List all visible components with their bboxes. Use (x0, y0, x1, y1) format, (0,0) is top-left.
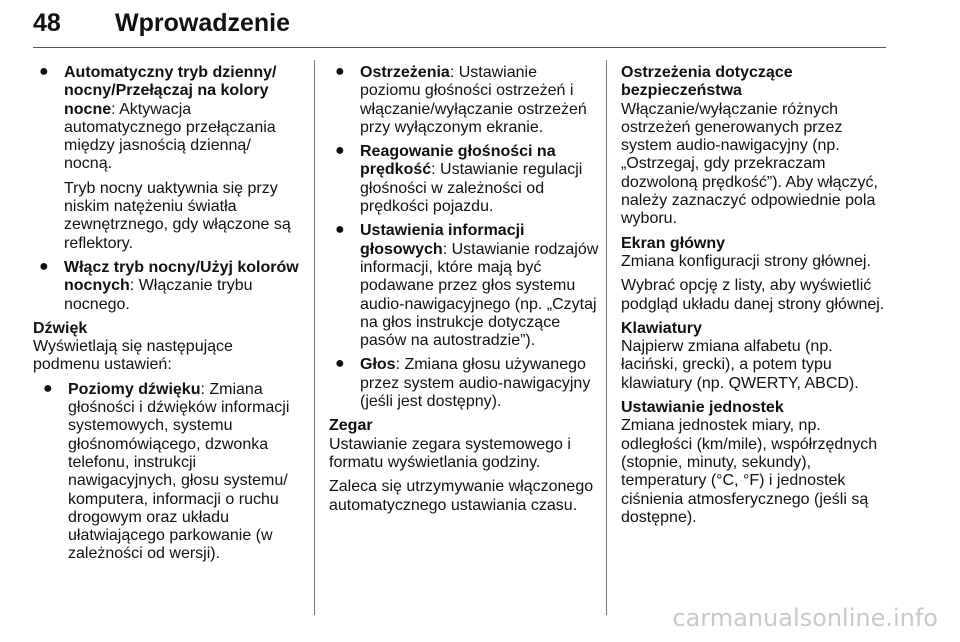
text-safety-warnings: Włączanie/wyłączanie różnych ostrzeżeń generowanych przez system audio-nawigacyjny (np. „Ostrzegaj, gdy przekraczam dozwoloną prędkość”). Aby włączyć, należy zaznaczyć odpowiednie pola wyboru. (621, 100, 878, 228)
term-voice-info: Ustawienia informacji głosowych (360, 222, 525, 258)
bullet-sound-levels (37, 381, 301, 564)
term-voice: Głos (360, 356, 396, 374)
term-sound-levels: Poziomy dźwięku (68, 380, 201, 398)
term-night-mode: Włącz tryb nocny/Użyj kolorów nocnych (64, 258, 299, 295)
desc-speed-volume: : Ustawianie regulacji głośności w zależności od prędkości pojazdu. (360, 161, 583, 216)
term-speed-volume: Reagowanie głośności na prędkość (360, 143, 556, 179)
text-keyboards: Najpierw zmiana alfabetu (np. łaciński, grecki), a potem typu klawiatury (np. QWERTY, ABCD). (621, 338, 859, 392)
heading-safety-warnings: Ostrzeżenia dotyczące bezpieczeństwa (621, 64, 793, 100)
column-middle (329, 64, 599, 521)
para-clock-recommendation: Zaleca się utrzymywanie włączonego automatycznego ustawiania czasu. (329, 478, 594, 514)
watermark-text: carmanualsonline.info (672, 604, 938, 632)
desc-warnings: : Ustawianie poziomu głośności ostrzeżeń i włączanie/wyłączanie ostrzeżeń przy wyłączonym ekranie. (360, 64, 587, 136)
column-left (33, 64, 301, 570)
heading-sound: Dźwięk (33, 319, 88, 337)
bullet-icon: ● (335, 221, 345, 239)
desc-voice: : Zmiana głosu używanego przez system audio-nawigacyjny (jeśli jest dostępny). (360, 356, 591, 411)
bullet-warnings (329, 64, 599, 137)
column-divider-2 (606, 60, 607, 615)
text-sound: Wyświetlają się następujące podmenu ustawień: (33, 338, 233, 374)
section-safety-warnings (621, 64, 891, 229)
term-warnings: Ostrzeżenia (360, 64, 450, 81)
section-keyboards (621, 320, 891, 393)
text-home-screen: Zmiana konfiguracji strony głównej. (621, 252, 871, 270)
section-home-screen (621, 235, 891, 272)
bullet-auto-day-night (33, 64, 301, 174)
desc-voice-info: : Ustawianie rodzajów informacji, które mają być podawane przez głos systemu audio-nawigacyjnego (np. „Czytaj na głos instrukcje dotyczące pasów na autostradzie”). (360, 240, 599, 350)
desc-sound-levels: : Zmiana głośności i dźwięków informacji systemowych, systemu głośnomówiącego, dzwonka telefonu, instrukcji nawigacyjnych, głosu systemu/ komputera, informacji o ruchu drogowym oraz układu ułatwiającego parkowanie (w zależności od wersji). (68, 380, 290, 563)
para-home-screen-preview: Wybrać opcję z listy, aby wyświetlić podgląd układu danej strony głównej. (621, 277, 885, 313)
heading-keyboards: Klawiatury (621, 319, 702, 337)
page-header (33, 6, 886, 46)
section-sound (33, 320, 301, 375)
bullet-icon: ● (335, 355, 345, 373)
header-divider (33, 47, 886, 48)
term-auto-day-night: Automatyczny tryb dzienny/ nocny/Przełączaj na kolory nocne (64, 64, 277, 118)
desc-night-mode: : Włączanie trybu nocnego. (64, 277, 253, 313)
heading-clock: Zegar (329, 417, 373, 435)
bullet-speed-volume (329, 143, 599, 216)
bullet-voice (329, 356, 599, 411)
bullet-night-mode (33, 259, 301, 314)
section-units (621, 399, 891, 527)
page-number: 48 (33, 9, 61, 37)
section-clock (329, 417, 599, 472)
bullet-voice-info (329, 222, 599, 350)
bullet-icon: ● (39, 63, 49, 80)
desc-auto-day-night: : Aktywacja automatycznego przełączania między jasnością dzienną/ nocną. (64, 100, 276, 173)
text-clock: Ustawianie zegara systemowego i formatu wyświetlania godziny. (329, 435, 571, 471)
heading-units: Ustawianie jednostek (621, 399, 784, 417)
para-night-mode: Tryb nocny uaktywnia się przy niskim natężeniu światła zewnętrznego, gdy włączone są reflektory. (64, 179, 291, 252)
heading-home-screen: Ekran główny (621, 234, 726, 252)
column-right (621, 64, 891, 533)
bullet-icon: ● (39, 257, 49, 275)
bullet-icon: ● (335, 142, 345, 160)
bullet-icon: ● (43, 379, 53, 397)
text-units: Zmiana jednostek miary, np. odległości (km/mile), współrzędnych (stopnie, minuty, sekundy), temperatury (°C, °F) i jednostek ciśnienia atmosferycznego (jeśli są dostępne). (621, 417, 878, 526)
bullet-icon: ● (335, 63, 345, 80)
column-divider-1 (314, 60, 315, 615)
chapter-title: Wprowadzenie (115, 9, 291, 37)
